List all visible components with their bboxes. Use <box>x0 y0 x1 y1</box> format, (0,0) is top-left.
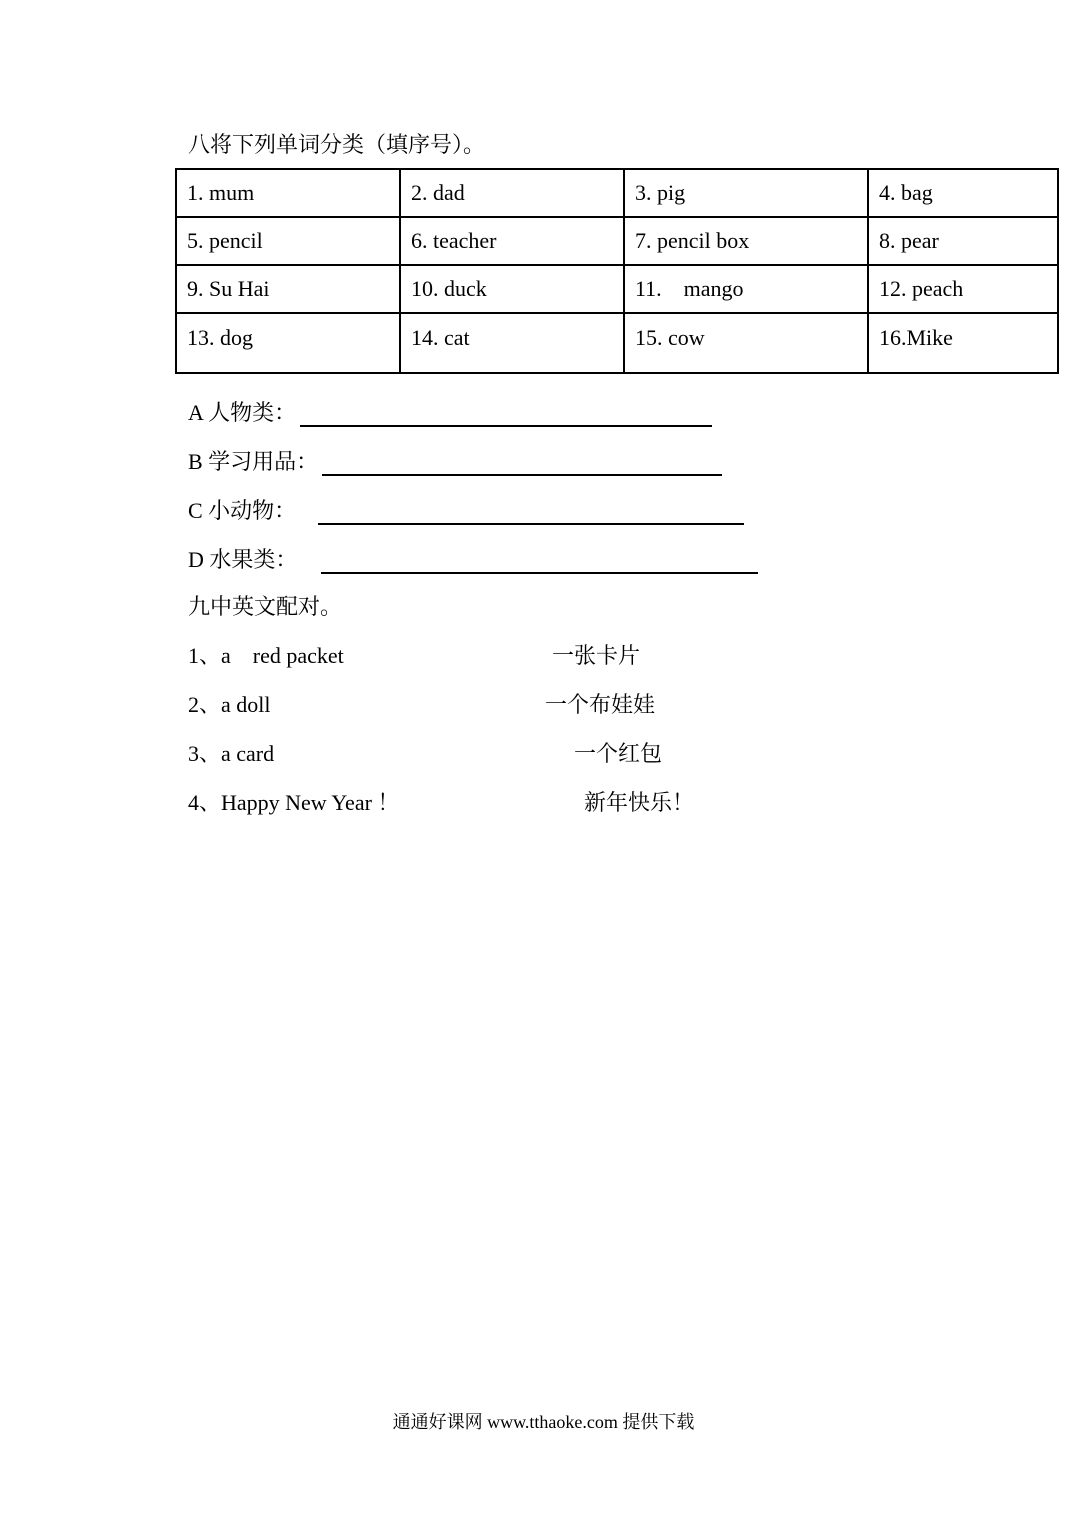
table-row <box>176 265 1058 313</box>
word-table <box>175 168 1059 374</box>
word-cell: 3. pig <box>624 169 868 217</box>
category-c-label: C 小动物： <box>188 498 297 523</box>
match-english-3: 3、a card <box>188 741 275 766</box>
word-cell: 6. teacher <box>400 217 624 265</box>
word-cell: 4. bag <box>868 169 1058 217</box>
word-cell: 13. dog <box>176 313 400 373</box>
word-cell: 7. pencil box <box>624 217 868 265</box>
section8-title: 八将下列单词分类（填序号）。 <box>188 132 486 157</box>
category-b <box>188 445 722 476</box>
match-chinese-4: 新年快乐！ <box>584 790 695 815</box>
section9-title: 九中英文配对。 <box>188 594 343 619</box>
category-d-blank[interactable] <box>321 552 758 574</box>
category-b-blank[interactable] <box>322 454 722 476</box>
word-cell: 14. cat <box>400 313 624 373</box>
match-english-4: 4、Happy New Year ！ <box>188 790 400 815</box>
match-english-1: 1、a red packet <box>188 643 344 668</box>
word-cell: 8. pear <box>868 217 1058 265</box>
category-c <box>188 494 744 525</box>
category-d <box>188 543 758 574</box>
match-chinese-3: 一个红包 <box>574 741 663 766</box>
match-chinese-1: 一张卡片 <box>552 643 641 668</box>
category-a-label: A 人物类： <box>188 400 297 425</box>
word-cell: 1. mum <box>176 169 400 217</box>
word-cell: 11. mango <box>624 265 868 313</box>
match-chinese-2: 一个布娃娃 <box>545 692 656 717</box>
category-a <box>188 396 712 427</box>
word-cell: 12. peach <box>868 265 1058 313</box>
table-row <box>176 169 1058 217</box>
word-cell: 5. pencil <box>176 217 400 265</box>
word-cell: 16.Mike <box>868 313 1058 373</box>
category-a-blank[interactable] <box>300 405 712 427</box>
word-cell: 10. duck <box>400 265 624 313</box>
category-c-blank[interactable] <box>318 503 744 525</box>
table-row <box>176 217 1058 265</box>
word-cell: 2. dad <box>400 169 624 217</box>
category-b-label: B 学习用品： <box>188 449 319 474</box>
footer-text: 通通好课网 www.tthaoke.com 提供下载 <box>392 1412 695 1432</box>
match-english-2: 2、a doll <box>188 692 271 717</box>
word-cell: 9. Su Hai <box>176 265 400 313</box>
table-row <box>176 313 1058 373</box>
category-d-label: D 水果类： <box>188 547 298 572</box>
word-cell: 15. cow <box>624 313 868 373</box>
